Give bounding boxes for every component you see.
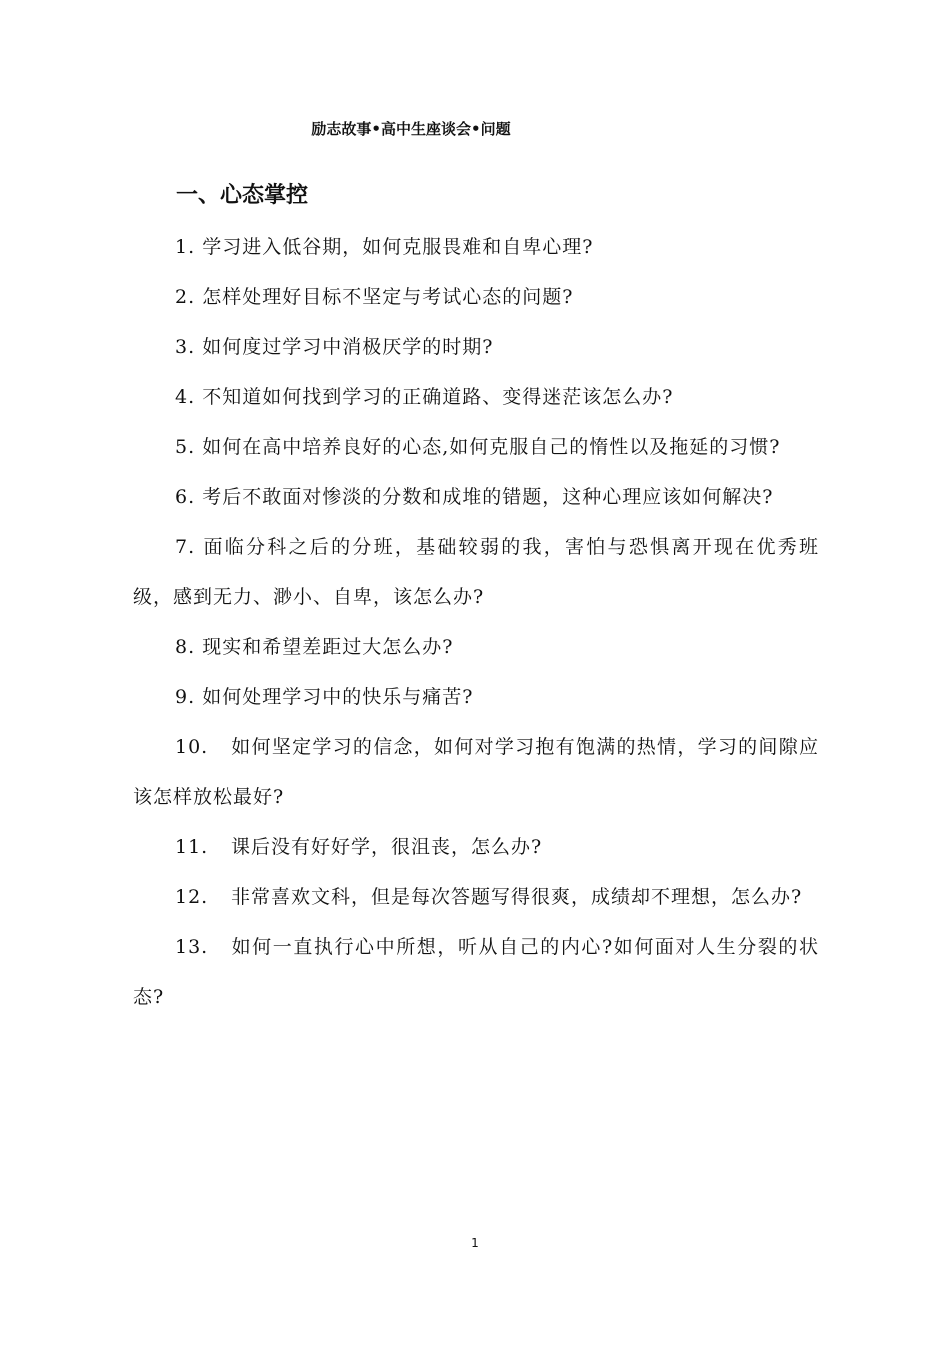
question-item [133,222,819,272]
question-number: 3. [175,336,196,358]
question-number: 8. [175,636,196,658]
question-item [133,922,819,1022]
question-number: 6. [175,486,196,508]
question-item [133,722,819,822]
question-item [133,672,819,722]
question-text: 如何坚定学习的信念，如何对学习抱有饱满的热情，学习的间隙应该怎样放松最好? [133,736,819,808]
question-text: 如何一直执行心中所想，听从自己的内心?如何面对人生分裂的状态? [133,936,819,1008]
question-text: 如何度过学习中消极厌学的时期? [202,336,494,358]
question-text: 现实和希望差距过大怎么办? [202,636,454,658]
header-title: 励志故事•高中生座谈会•问题 [311,120,511,138]
question-text: 如何处理学习中的快乐与痛苦? [202,686,474,708]
question-number: 7. [175,536,196,558]
question-number: 11. [175,836,209,858]
question-text: 怎样处理好目标不坚定与考试心态的问题? [202,286,574,308]
question-text: 考后不敢面对惨淡的分数和成堆的错题，这种心理应该如何解决? [202,486,774,508]
question-text: 如何在高中培养良好的心态,如何克服自己的惰性以及拖延的习惯? [202,436,781,458]
question-text: 课后没有好好学，很沮丧，怎么办? [231,836,543,858]
question-text: 不知道如何找到学习的正确道路、变得迷茫该怎么办? [202,386,674,408]
question-number: 5. [175,436,196,458]
question-item [133,472,819,522]
question-item [133,822,819,872]
question-text: 面临分科之后的分班，基础较弱的我，害怕与恐惧离开现在优秀班级，感到无力、渺小、自卑，该怎么办? [133,536,819,608]
question-item [133,872,819,922]
question-number: 10. [175,736,209,758]
question-item [133,622,819,672]
question-item [133,522,819,622]
question-number: 4. [175,386,196,408]
section-title: 一、心态掌控 [176,183,309,208]
question-text: 学习进入低谷期，如何克服畏难和自卑心理? [202,236,594,258]
question-number: 1. [175,236,196,258]
question-item [133,422,819,472]
question-number: 12. [175,886,209,908]
question-item [133,272,819,322]
question-list [133,222,819,1022]
question-number: 13. [175,936,209,958]
question-number: 9. [175,686,196,708]
page-number: 1 [471,1236,479,1250]
question-number: 2. [175,286,196,308]
question-item [133,322,819,372]
question-text: 非常喜欢文科，但是每次答题写得很爽，成绩却不理想，怎么办? [231,886,803,908]
question-item [133,372,819,422]
document-header [0,118,950,139]
